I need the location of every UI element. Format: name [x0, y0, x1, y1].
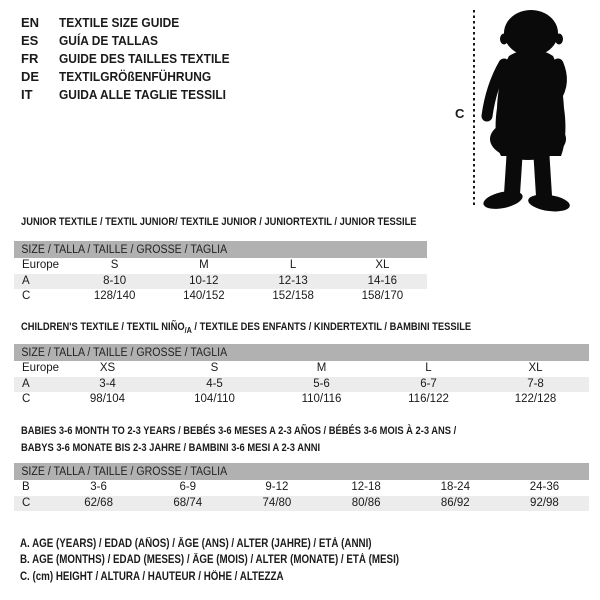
size-cell: XS: [99, 362, 116, 374]
size-cell: S: [210, 362, 219, 374]
language-title-list: [21, 14, 244, 103]
footnote-a: A. AGE (YEARS) / EDAD (AÑOS) / ÂGE (ANS) / ALTER (JAHRE) / ETÀ (ANNI): [20, 538, 372, 550]
age-cell: 24-36: [529, 481, 560, 493]
size-cell: L: [289, 259, 297, 271]
row-label: A: [22, 377, 30, 390]
table-row-age: [14, 377, 589, 393]
row-label: C: [22, 496, 31, 509]
language-title: TEXTILE SIZE GUIDE: [59, 15, 180, 31]
language-row-fr: [21, 50, 244, 68]
table-row-europe: [14, 258, 427, 274]
height-measure-label: C: [455, 106, 465, 121]
language-code: EN: [21, 15, 40, 31]
row-label: B: [22, 481, 30, 493]
row-label: Europe: [22, 259, 60, 271]
size-header-label: SIZE / TALLA / TAILLE / GRÖSSE / TAGLIA: [21, 346, 228, 359]
language-row-de: [21, 67, 244, 85]
language-title: GUIDE DES TAILLES TEXTILE: [59, 50, 230, 66]
height-cell: 92/98: [530, 496, 559, 509]
age-cell: 3-4: [99, 377, 116, 390]
height-cell: 62/68: [84, 496, 113, 509]
children-size-table: [14, 344, 589, 408]
height-cell: 140/152: [183, 290, 225, 302]
age-cell: 6-7: [420, 377, 437, 390]
table-row-age-months: [14, 480, 589, 496]
size-cell: M: [199, 259, 209, 271]
height-cell: 122/128: [514, 393, 557, 405]
table-title-babies-line2: BABYS 3-6 MONATE BIS 2-3 JAHRE / BAMBINI 3-6 MESI A 2-3 ANNI: [21, 442, 321, 454]
language-title: GUÍA DE TALLAS: [59, 33, 159, 49]
title-subscript: /A: [184, 324, 192, 335]
height-cell: 158/170: [361, 290, 404, 302]
size-cell: L: [425, 362, 432, 374]
language-row-es: [21, 32, 244, 50]
height-cell: 98/104: [89, 393, 126, 405]
footnote-b: B. AGE (MONTHS) / EDAD (MESES) / ÂGE (MOIS) / ALTER (MONATE) / ETÀ (MESI): [20, 554, 400, 567]
height-cell: 80/86: [351, 496, 381, 509]
language-code: ES: [21, 33, 39, 49]
language-row-it: [21, 85, 244, 103]
age-cell: 8-10: [103, 274, 127, 287]
age-cell: 7-8: [527, 377, 544, 390]
language-code: DE: [21, 68, 40, 84]
height-cell: 104/110: [194, 393, 235, 405]
table-title-junior: JUNIOR TEXTILE / TEXTIL JUNIOR/ TEXTILE JUNIOR / JUNIORTEXTIL / JUNIOR TESSILE: [21, 216, 417, 228]
height-cell: 128/140: [93, 290, 136, 302]
height-cell: 68/74: [173, 496, 203, 509]
language-code: IT: [21, 86, 33, 102]
babies-size-table: [14, 463, 589, 511]
row-label: Europe: [22, 362, 60, 374]
age-cell: 3-6: [90, 481, 107, 493]
age-cell: 5-6: [313, 377, 330, 390]
size-header-bar: [14, 344, 589, 361]
age-cell: 6-9: [179, 481, 197, 493]
height-measure-dotted-line: [473, 10, 475, 208]
age-cell: 9-12: [265, 481, 289, 493]
size-cell: XL: [375, 259, 390, 271]
row-label: A: [22, 274, 30, 287]
age-cell: 10-12: [189, 274, 219, 287]
footnote-c: C. (cm) HEIGHT / ALTURA / HAUTEUR / HÖHE / ALTEZZA: [20, 570, 284, 583]
age-cell: 18-24: [440, 481, 470, 493]
title-text: CHILDREN'S TEXTILE / TEXTIL NIÑO: [21, 321, 185, 333]
toddler-silhouette-icon: [479, 8, 577, 212]
age-cell: 4-5: [206, 377, 223, 390]
table-row-height: [14, 289, 427, 305]
row-label: C: [22, 393, 31, 405]
height-cell: 110/116: [301, 393, 342, 405]
table-title-babies-line1: BABIES 3-6 MONTH TO 2-3 YEARS / BEBÉS 3-6 MESES A 2-3 AÑOS / BÉBÉS 3-6 MOIS À 2-3 ANS /: [21, 425, 457, 437]
junior-size-table: [14, 241, 427, 305]
table-row-europe: [14, 361, 589, 377]
table-row-age: [14, 274, 427, 290]
language-title: TEXTILGRÖßENFÜHRUNG: [59, 68, 212, 84]
language-code: FR: [21, 50, 39, 66]
height-cell: 152/158: [272, 290, 314, 302]
height-cell: 86/92: [440, 496, 470, 509]
size-header-label: SIZE / TALLA / TAILLE / GRÖSSE / TAGLIA: [21, 243, 228, 256]
table-row-height: [14, 392, 589, 408]
footnotes: [20, 536, 466, 585]
age-cell: 12-13: [278, 274, 308, 287]
size-header-bar: [14, 463, 589, 480]
size-header-bar: [14, 241, 427, 258]
size-header-label: SIZE / TALLA / TAILLE / GRÖSSE / TAGLIA: [21, 465, 228, 478]
title-text: / TEXTILE DES ENFANTS / KINDERTEXTIL / BAMBINI TESSILE: [191, 321, 472, 333]
age-cell: 14-16: [367, 274, 398, 287]
size-cell: XL: [528, 362, 543, 374]
table-title-children: [21, 321, 471, 333]
table-row-height: [14, 496, 589, 512]
row-label: C: [22, 290, 31, 302]
size-cell: S: [110, 259, 119, 271]
size-cell: M: [316, 362, 327, 374]
language-title: GUIDA ALLE TAGLIE TESSILI: [59, 86, 227, 102]
language-row-en: [21, 14, 244, 32]
height-cell: 74/80: [262, 496, 292, 509]
age-cell: 12-18: [351, 481, 381, 493]
height-cell: 116/122: [408, 393, 449, 405]
